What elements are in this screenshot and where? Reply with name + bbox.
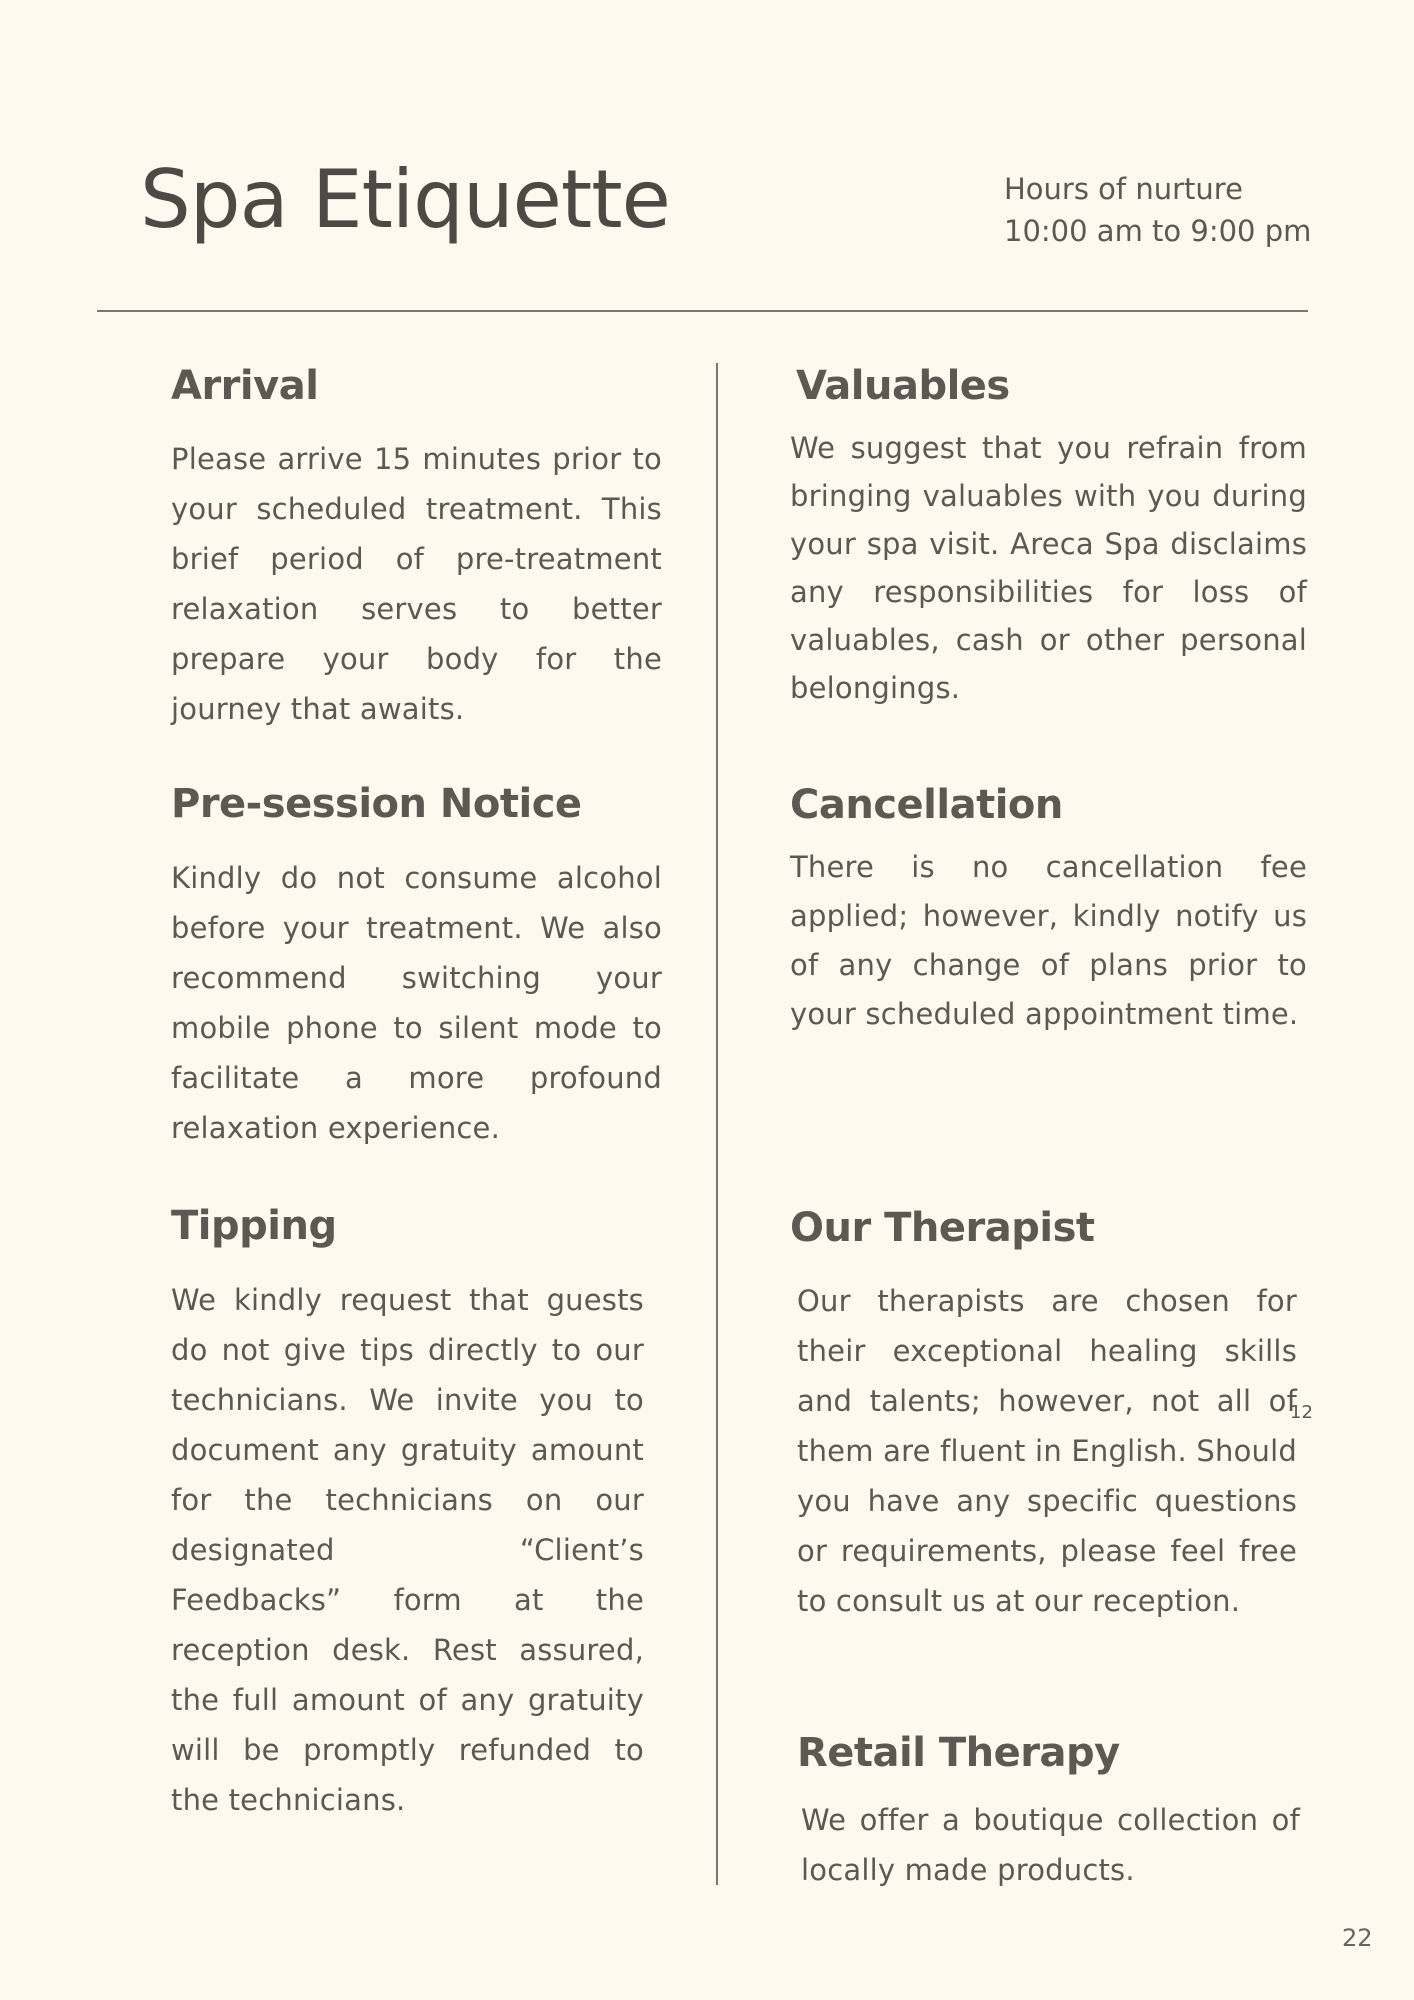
- section-heading: Retail Therapy: [797, 1730, 1120, 1776]
- section-cancellation: [790, 781, 1307, 1039]
- section-heading: Cancellation: [790, 782, 1063, 828]
- section-tipping: [171, 1202, 644, 1825]
- stray-mark: 12: [1290, 1402, 1313, 1423]
- section-our-therapist: [790, 1204, 1297, 1626]
- column-divider: [716, 363, 718, 1885]
- section-heading: Arrival: [171, 363, 319, 409]
- hours-value: 10:00 am to 9:00 pm: [1004, 214, 1312, 248]
- opening-hours: [1004, 168, 1311, 252]
- page-title: Spa Etiquette: [140, 153, 670, 246]
- header-divider: [97, 310, 1308, 312]
- section-body: Please arrive 15 minutes prior to your scheduled treatment. This brief period of pre-treatment relaxation serves to better prepare your body for the journey that awaits.: [171, 442, 662, 726]
- hours-label: Hours of nurture: [1004, 172, 1243, 206]
- section-body: Our therapists are chosen for their exceptional healing skills and talents; however, not all of them are fluent in English. Should you have any specific questions or requirements, please feel free to consult us at our reception.: [797, 1284, 1297, 1618]
- section-arrival: [171, 362, 662, 734]
- section-heading: Pre-session Notice: [171, 781, 582, 827]
- section-body: We kindly request that guests do not give tips directly to our technicians. We invite you to document any gratuity amount for the technicians on our designated “Client’s Feedbacks” form at the reception desk. Rest assured, the full amount of any gratuity will be promptly refunded to the technicians.: [171, 1283, 644, 1817]
- section-valuables: [790, 362, 1307, 712]
- section-pre-session-notice: [171, 780, 662, 1153]
- section-heading: Valuables: [796, 363, 1010, 409]
- section-heading: Tipping: [171, 1203, 337, 1249]
- section-heading: Our Therapist: [790, 1205, 1095, 1251]
- section-body: Kindly do not consume alcohol before your treatment. We also recommend switching your mobile phone to silent mode to facilitate a more profound relaxation experience.: [171, 861, 662, 1145]
- section-body: We suggest that you refrain from bringing valuables with you during your spa visit. Areca Spa disclaims any responsibilities for loss of valuables, cash or other personal belongings.: [790, 431, 1307, 705]
- section-body: We offer a boutique collection of locally made products.: [801, 1803, 1300, 1887]
- section-retail-therapy: [797, 1729, 1300, 1895]
- page-number: 22: [1342, 1924, 1373, 1952]
- section-body: There is no cancellation fee applied; however, kindly notify us of any change of plans prior to your scheduled appointment time.: [790, 850, 1307, 1031]
